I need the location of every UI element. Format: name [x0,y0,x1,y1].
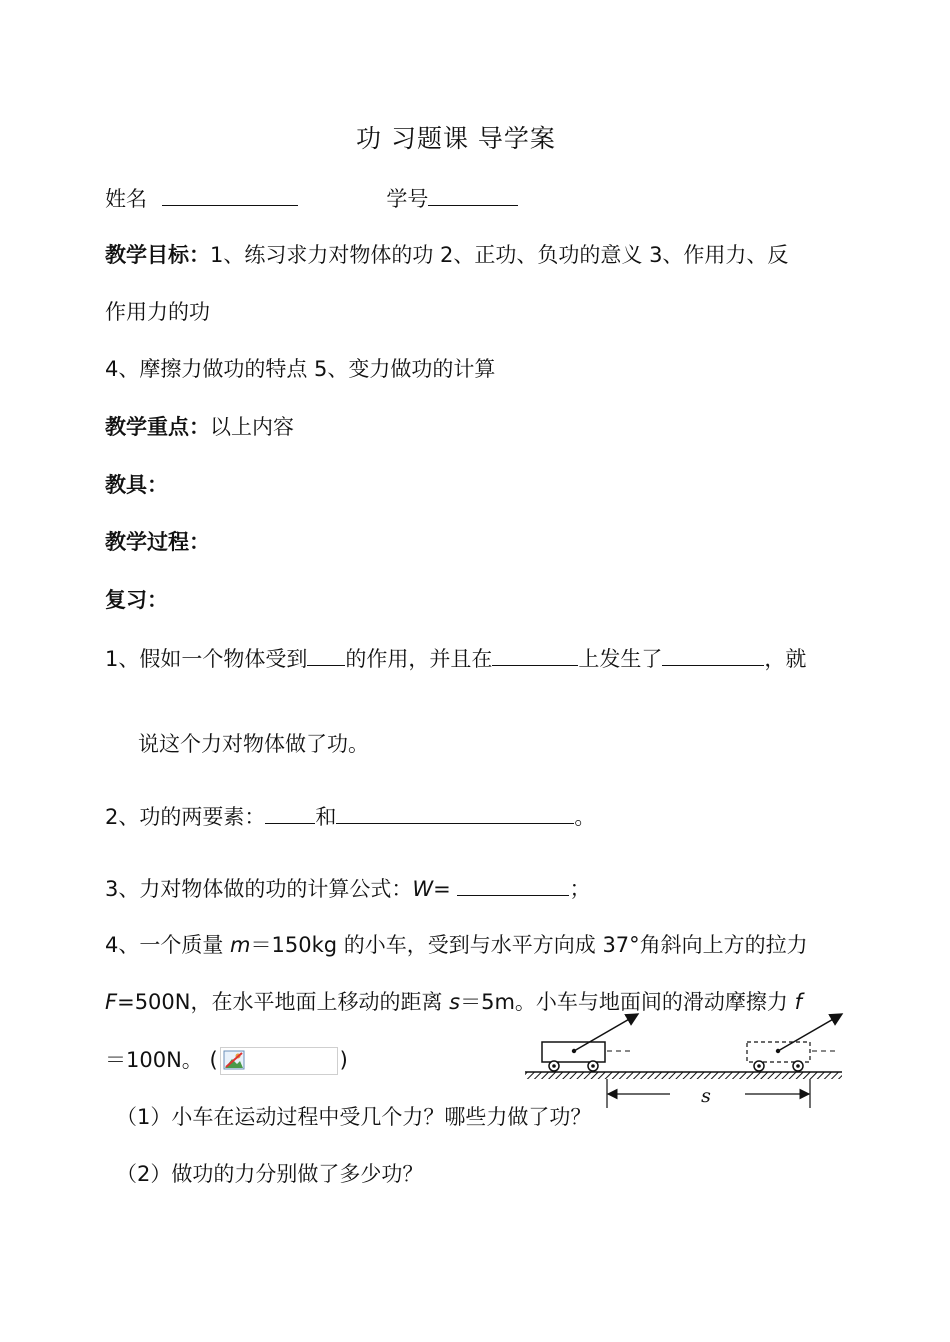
q4-text-d: ＝5m。小车与地面间的滑动摩擦力 [460,990,795,1014]
key-points-text: 以上内容 [210,415,294,439]
q1-text-a: 1、假如一个物体受到 [105,647,308,671]
question-4-line-1 [105,935,808,956]
q3-var-w: W [412,877,434,901]
page-title: 功 习题课 导学案 [356,124,556,153]
name-label: 姓名 [105,187,147,211]
q4-var-m: m [230,933,251,957]
question-1-line-1 [105,647,806,670]
question-4-line-3 [105,1047,348,1075]
q2-text-b: 和 [315,805,337,829]
q4-text-a: 4、一个质量 [105,933,231,957]
displacement-marker [607,1079,810,1108]
q3-end: ； [569,877,591,901]
key-points-label: 教学重点： [105,415,210,439]
q1-blank-1[interactable] [307,647,345,666]
q2-blank-1[interactable] [265,805,315,824]
q4-text-e: ＝100N。 ( [105,1048,218,1072]
q1-blank-2[interactable] [492,647,578,666]
q4-var-f: f [794,990,803,1014]
q2-text-a: 2、功的两要素： [105,805,266,829]
q3-blank[interactable] [457,877,569,896]
process-label: 教学过程： [105,530,210,554]
cart-start [542,1014,638,1071]
name-id-line [105,187,518,210]
q3-eq: = [433,877,451,901]
ground [525,1072,842,1079]
question-4-sub-1: （1）小车在运动过程中受几个力？哪些力做了功？ [116,1105,592,1129]
question-3 [105,877,590,900]
q1-text-c: 上发生了 [578,647,663,671]
review-label: 复习： [105,588,168,612]
objectives-label: 教学目标： [105,243,210,267]
force-arrow-start [574,1014,638,1051]
question-2 [105,805,595,828]
question-4-sub-2: （2）做功的力分别做了多少功？ [116,1162,424,1186]
q1-blank-3[interactable] [662,647,764,666]
q2-text-c: 。 [574,805,596,829]
q4-text-b: ＝150kg 的小车，受到与水平方向成 37°角斜向上方的拉力 [250,933,808,957]
q1-text-d: ，就 [764,647,807,671]
question-1-line-2: 说这个力对物体做了功。 [138,732,369,756]
q1-text-b: 的作用，并且在 [345,647,493,671]
cart-end [747,1014,842,1071]
key-points-line [105,417,294,438]
objectives-line-3: 4、摩擦力做功的特点 5、变力做功的计算 [105,357,496,381]
objectives-line-1 [105,245,788,266]
objectives-text-1: 1、练习求力对物体的功 2、正功、负功的意义 3、作用力、反 [210,243,789,267]
q2-blank-2[interactable] [336,805,574,824]
q4-var-s: s [449,990,461,1014]
image-icon [223,1050,245,1070]
q4-var-F: F [105,990,118,1014]
cart-displacement-diagram [520,1008,850,1116]
objectives-line-2: 作用力的功 [105,300,210,324]
id-blank[interactable] [428,187,518,206]
tools-label: 教具： [105,473,168,497]
name-blank[interactable] [162,187,298,206]
broken-image-placeholder [220,1047,338,1075]
q3-text: 3、力对物体做的功的计算公式： [105,877,413,901]
q4-text-f: ) [339,1048,348,1072]
q4-text-c: =500N，在水平地面上移动的距离 [117,990,450,1014]
id-label: 学号 [386,187,429,211]
displacement-label: s [701,1085,711,1107]
